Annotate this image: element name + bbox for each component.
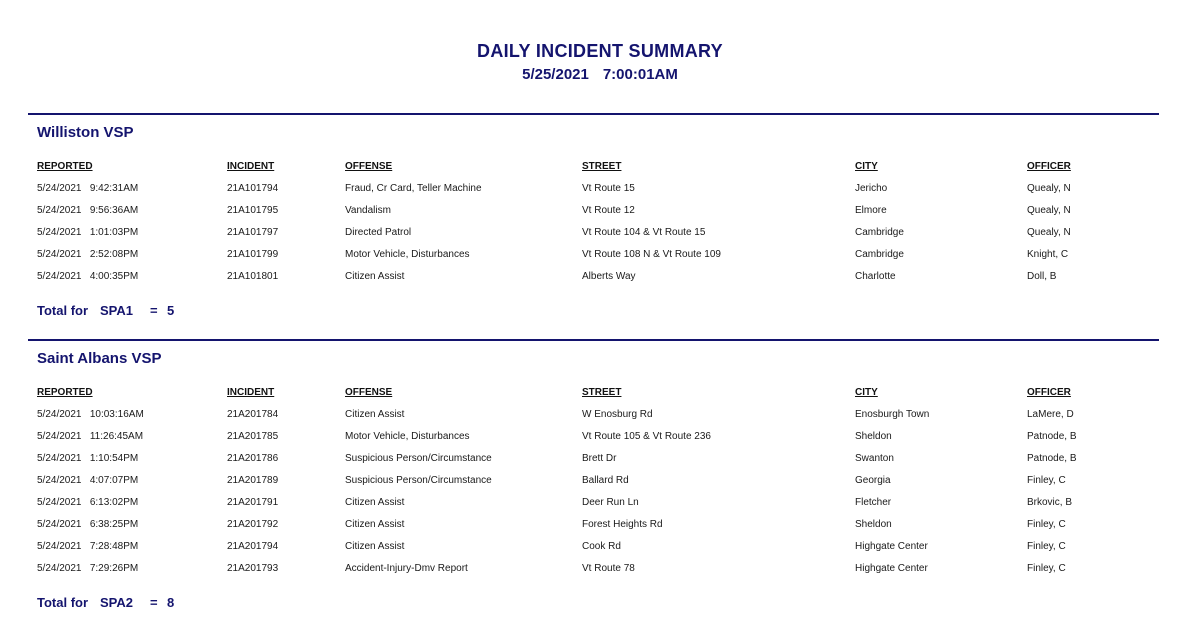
city-cell: Elmore	[855, 205, 887, 216]
column-header-offense: OFFENSE	[345, 161, 393, 172]
offense-cell: Suspicious Person/Circumstance	[345, 475, 492, 486]
offense-cell: Citizen Assist	[345, 271, 405, 282]
table-row	[0, 541, 1200, 553]
officer-cell: Quealy, N	[1027, 227, 1071, 238]
column-header-city: CITY	[855, 161, 878, 172]
incident-cell: 21A101801	[227, 271, 279, 282]
total-label: Total for	[37, 303, 89, 318]
table-row	[0, 453, 1200, 465]
city-cell: Swanton	[855, 453, 894, 464]
table-row	[0, 431, 1200, 443]
reported-cell	[37, 183, 138, 195]
incident-cell: 21A201784	[227, 409, 279, 420]
section-divider	[28, 113, 1159, 115]
offense-cell: Citizen Assist	[345, 541, 405, 552]
table-row	[0, 271, 1200, 283]
reported-date: 5/24/2021	[37, 453, 82, 464]
table-row	[0, 183, 1200, 195]
reported-time: 6:13:02PM	[89, 497, 139, 508]
city-cell: Highgate Center	[855, 563, 928, 574]
officer-cell: Patnode, B	[1027, 431, 1077, 442]
reported-date: 5/24/2021	[37, 205, 82, 216]
incident-cell: 21A101795	[227, 205, 279, 216]
city-cell: Charlotte	[855, 271, 896, 282]
officer-cell: Quealy, N	[1027, 183, 1071, 194]
total-equals: =	[150, 303, 158, 318]
reported-time: 2:52:08PM	[89, 249, 139, 260]
reported-time: 7:28:48PM	[89, 541, 139, 552]
street-cell: Vt Route 78	[582, 563, 635, 574]
offense-cell: Citizen Assist	[345, 519, 405, 530]
reported-time: 1:01:03PM	[89, 227, 139, 238]
street-cell: Alberts Way	[582, 271, 636, 282]
street-cell: Vt Route 105 & Vt Route 236	[582, 431, 711, 442]
column-header-offense: OFFENSE	[345, 387, 393, 398]
reported-cell	[37, 497, 138, 509]
reported-cell	[37, 541, 138, 553]
column-header-row	[0, 387, 1200, 399]
total-count: 8	[167, 595, 175, 610]
reported-cell	[37, 519, 138, 531]
total-unit: SPA1	[100, 303, 133, 318]
report-date: 5/25/2021	[522, 66, 589, 83]
officer-cell: Brkovic, B	[1027, 497, 1073, 508]
reported-date: 5/24/2021	[37, 519, 82, 530]
table-row	[0, 249, 1200, 261]
offense-cell: Fraud, Cr Card, Teller Machine	[345, 183, 482, 194]
column-header-reported: REPORTED	[37, 387, 93, 398]
offense-cell: Citizen Assist	[345, 497, 405, 508]
incident-cell: 21A201794	[227, 541, 279, 552]
reported-time: 10:03:16AM	[89, 409, 144, 420]
incident-cell: 21A201789	[227, 475, 279, 486]
officer-cell: Finley, C	[1027, 541, 1066, 552]
incident-cell: 21A101794	[227, 183, 279, 194]
street-cell: Vt Route 108 N & Vt Route 109	[582, 249, 721, 260]
reported-date: 5/24/2021	[37, 541, 82, 552]
city-cell: Highgate Center	[855, 541, 928, 552]
report-title: DAILY INCIDENT SUMMARY	[477, 41, 723, 61]
officer-cell: Finley, C	[1027, 519, 1066, 530]
city-cell: Fletcher	[855, 497, 892, 508]
reported-cell	[37, 409, 144, 421]
officer-cell: Finley, C	[1027, 475, 1066, 486]
reported-cell	[37, 453, 138, 465]
reported-time: 9:42:31AM	[89, 183, 139, 194]
total-count: 5	[167, 303, 175, 318]
reported-cell	[37, 271, 138, 283]
total-label: Total for	[37, 595, 89, 610]
incident-cell: 21A201793	[227, 563, 279, 574]
column-header-incident: INCIDENT	[227, 387, 275, 398]
reported-cell	[37, 431, 143, 443]
street-cell: Ballard Rd	[582, 475, 629, 486]
section-divider	[28, 339, 1159, 341]
reported-cell	[37, 563, 138, 575]
city-cell: Sheldon	[855, 431, 892, 442]
reported-time: 1:10:54PM	[89, 453, 139, 464]
total-unit: SPA2	[100, 595, 133, 610]
table-row	[0, 227, 1200, 239]
reported-time: 4:07:07PM	[89, 475, 139, 486]
reported-time: 7:29:26PM	[89, 563, 139, 574]
offense-cell: Directed Patrol	[345, 227, 412, 238]
reported-date: 5/24/2021	[37, 431, 82, 442]
street-cell: Vt Route 12	[582, 205, 635, 216]
table-row	[0, 205, 1200, 217]
offense-cell: Suspicious Person/Circumstance	[345, 453, 492, 464]
table-row	[0, 519, 1200, 531]
incident-cell: 21A101797	[227, 227, 279, 238]
reported-cell	[37, 475, 138, 487]
reported-date: 5/24/2021	[37, 249, 82, 260]
reported-date: 5/24/2021	[37, 475, 82, 486]
incident-cell: 21A101799	[227, 249, 279, 260]
incident-cell: 21A201785	[227, 431, 279, 442]
street-cell: Deer Run Ln	[582, 497, 639, 508]
offense-cell: Vandalism	[345, 205, 391, 216]
city-cell: Cambridge	[855, 249, 904, 260]
officer-cell: Quealy, N	[1027, 205, 1071, 216]
officer-cell: Knight, C	[1027, 249, 1069, 260]
report-time: 7:00:01AM	[602, 66, 678, 83]
incident-cell: 21A201786	[227, 453, 279, 464]
table-row	[0, 563, 1200, 575]
column-header-city: CITY	[855, 387, 878, 398]
officer-cell: Doll, B	[1027, 271, 1057, 282]
reported-cell	[37, 227, 138, 239]
officer-cell: Patnode, B	[1027, 453, 1077, 464]
report-header	[0, 40, 1200, 85]
street-cell: Brett Dr	[582, 453, 617, 464]
city-cell: Cambridge	[855, 227, 904, 238]
incident-cell: 21A201791	[227, 497, 279, 508]
reported-date: 5/24/2021	[37, 271, 82, 282]
total-equals: =	[150, 595, 158, 610]
reported-date: 5/24/2021	[37, 497, 82, 508]
column-header-officer: OFFICER	[1027, 161, 1071, 172]
column-header-officer: OFFICER	[1027, 387, 1071, 398]
reported-cell	[37, 249, 138, 261]
officer-cell: LaMere, D	[1027, 409, 1074, 420]
reported-date: 5/24/2021	[37, 409, 82, 420]
section-total	[37, 595, 174, 610]
city-cell: Enosburgh Town	[855, 409, 930, 420]
offense-cell: Motor Vehicle, Disturbances	[345, 249, 470, 260]
officer-cell: Finley, C	[1027, 563, 1066, 574]
reported-time: 11:26:45AM	[89, 431, 144, 442]
city-cell: Jericho	[855, 183, 888, 194]
street-cell: Vt Route 15	[582, 183, 635, 194]
section-title: Williston VSP	[37, 124, 134, 141]
reported-time: 6:38:25PM	[89, 519, 139, 530]
reported-cell	[37, 205, 138, 217]
table-row	[0, 409, 1200, 421]
incident-cell: 21A201792	[227, 519, 279, 530]
offense-cell: Accident-Injury-Dmv Report	[345, 563, 468, 574]
table-row	[0, 497, 1200, 509]
column-header-incident: INCIDENT	[227, 161, 275, 172]
offense-cell: Citizen Assist	[345, 409, 405, 420]
reported-time: 9:56:36AM	[89, 205, 139, 216]
city-cell: Sheldon	[855, 519, 892, 530]
report-datetime	[0, 65, 1200, 85]
street-cell: Forest Heights Rd	[582, 519, 663, 530]
reported-time: 4:00:35PM	[89, 271, 139, 282]
column-header-reported: REPORTED	[37, 161, 93, 172]
section-title: Saint Albans VSP	[37, 350, 162, 367]
column-header-row	[0, 161, 1200, 173]
reported-date: 5/24/2021	[37, 227, 82, 238]
section-total	[37, 303, 174, 318]
column-header-street: STREET	[582, 387, 622, 398]
reported-date: 5/24/2021	[37, 183, 82, 194]
city-cell: Georgia	[855, 475, 891, 486]
street-cell: Cook Rd	[582, 541, 621, 552]
column-header-street: STREET	[582, 161, 622, 172]
street-cell: W Enosburg Rd	[582, 409, 653, 420]
street-cell: Vt Route 104 & Vt Route 15	[582, 227, 706, 238]
table-row	[0, 475, 1200, 487]
reported-date: 5/24/2021	[37, 563, 82, 574]
offense-cell: Motor Vehicle, Disturbances	[345, 431, 470, 442]
